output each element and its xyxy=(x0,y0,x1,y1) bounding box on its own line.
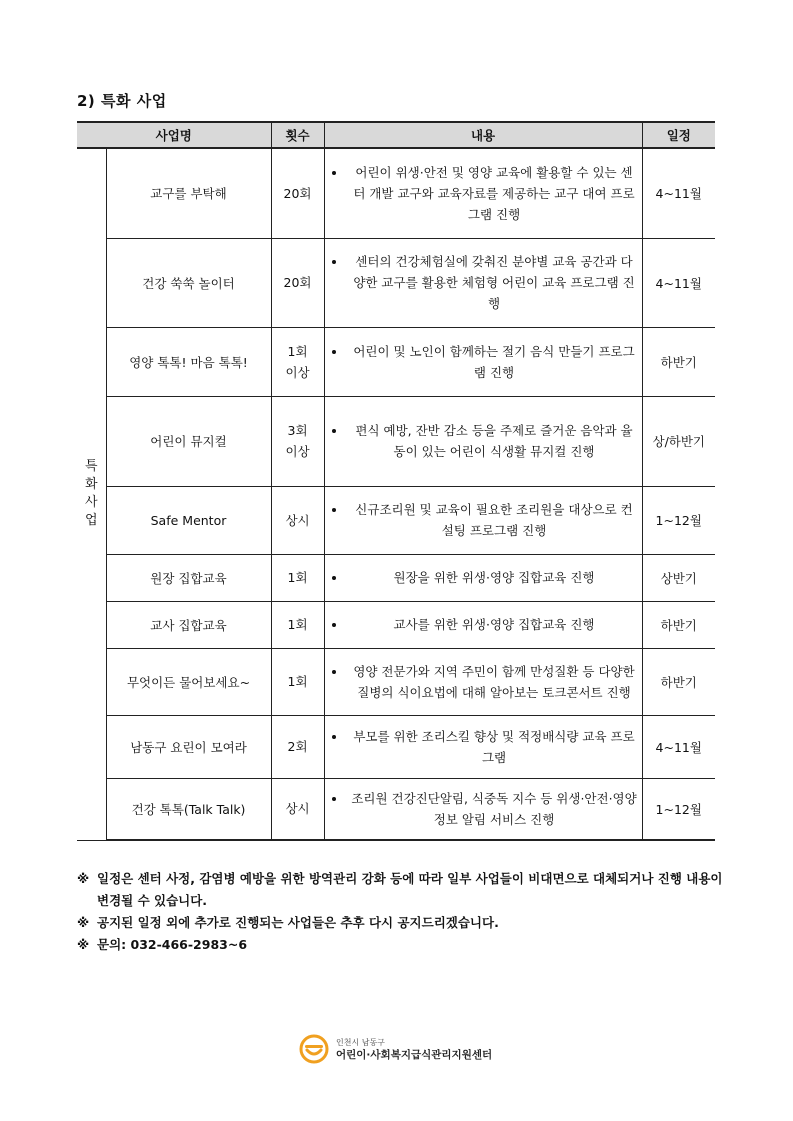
category-char: 화 xyxy=(84,477,98,493)
program-content xyxy=(324,148,642,238)
count-line: 1회 xyxy=(287,570,308,585)
program-name: 어린이 뮤지컬 xyxy=(106,396,271,486)
table-row xyxy=(77,486,715,554)
content-item: • 부모를 위한 조리스킬 향상 및 적정배식량 교육 프로그램 xyxy=(347,726,638,768)
category-char: 사 xyxy=(84,495,98,511)
program-schedule: 4~11월 xyxy=(642,238,715,327)
content-list xyxy=(329,162,638,225)
content-item: • 신규조리원 및 교육이 필요한 조리원을 대상으로 컨설팅 프로그램 진행 xyxy=(347,499,638,541)
header-program-name: 사업명 xyxy=(77,122,271,148)
note-line xyxy=(77,868,727,912)
content-list xyxy=(329,341,638,383)
count-line: 1회 xyxy=(287,674,308,689)
table-row xyxy=(77,238,715,327)
program-content xyxy=(324,238,642,327)
note-line xyxy=(77,912,727,934)
program-count xyxy=(271,648,324,715)
program-content xyxy=(324,601,642,648)
program-content xyxy=(324,554,642,601)
footer-main: 어린이·사회복지급식관리지원센터 xyxy=(336,1049,493,1061)
note-mark-icon: ※ xyxy=(77,871,90,886)
table-row xyxy=(77,778,715,840)
count-line: 20회 xyxy=(283,185,312,201)
footer-text xyxy=(336,1036,492,1062)
footer-sub: 인천시 남동구 xyxy=(336,1038,385,1047)
program-count xyxy=(271,601,324,648)
program-table xyxy=(77,121,715,841)
count-line: 상시 xyxy=(285,512,310,528)
program-content xyxy=(324,396,642,486)
program-schedule: 4~11월 xyxy=(642,148,715,238)
program-content xyxy=(324,778,642,840)
section-title: 2) 특화 사업 xyxy=(77,92,167,110)
content-list xyxy=(329,499,638,541)
content-item: • 센터의 건강체험실에 갖춰진 분야별 교육 공간과 다양한 교구를 활용한 체험형 어린이 교육 프로그램 진행 xyxy=(347,251,638,314)
note-text: 일정은 센터 사정, 감염병 예방을 위한 방역관리 강화 등에 따라 일부 사업들이 비대면으로 대체되거나 진행 내용이 변경될 수 있습니다. xyxy=(97,871,723,908)
program-name: 교구를 부탁해 xyxy=(106,148,271,238)
program-name: 건강 톡톡(Talk Talk) xyxy=(106,778,271,840)
content-list xyxy=(329,788,638,830)
program-schedule: 상반기 xyxy=(642,554,715,601)
content-list xyxy=(329,420,638,462)
program-schedule: 1~12월 xyxy=(642,778,715,840)
note-text: 공지된 일정 외에 추가로 진행되는 사업들은 추후 다시 공지드리겠습니다. xyxy=(97,915,499,930)
content-list xyxy=(329,661,638,703)
category-char: 업 xyxy=(84,513,98,529)
category-char: 특 xyxy=(84,459,98,475)
note-mark-icon: ※ xyxy=(77,915,90,930)
notes xyxy=(77,868,727,956)
header-content: 내용 xyxy=(324,122,642,148)
content-list xyxy=(329,251,638,314)
content-item: • 어린이 및 노인이 함께하는 절기 음식 만들기 프로그램 진행 xyxy=(347,341,638,383)
program-count xyxy=(271,554,324,601)
program-name: Safe Mentor xyxy=(106,486,271,554)
content-item: • 조리원 건강진단알림, 식중독 지수 등 위생·안전·영양 정보 알림 서비스 진행 xyxy=(347,788,638,830)
program-schedule: 하반기 xyxy=(642,327,715,396)
content-list xyxy=(329,726,638,768)
table-row xyxy=(77,148,715,238)
note-line xyxy=(77,934,727,956)
program-name: 남동구 요린이 모여라 xyxy=(106,715,271,778)
content-item: • 영양 전문가와 지역 주민이 함께 만성질환 등 다양한 질병의 식이요법에 대해 알아보는 토크콘서트 진행 xyxy=(347,661,638,703)
table-row xyxy=(77,601,715,648)
content-list xyxy=(329,614,638,635)
count-line: 1회 xyxy=(287,343,308,359)
program-name: 원장 집합교육 xyxy=(106,554,271,601)
program-schedule: 하반기 xyxy=(642,648,715,715)
program-name: 건강 쑥쑥 놀이터 xyxy=(106,238,271,327)
content-item: • 편식 예방, 잔반 감소 등을 주제로 즐거운 음악과 율동이 있는 어린이 식생활 뮤지컬 진행 xyxy=(347,420,638,462)
content-list xyxy=(329,567,638,588)
content-item: • 어린이 위생·안전 및 영양 교육에 활용할 수 있는 센터 개발 교구와 교육자료를 제공하는 교구 대여 프로그램 진행 xyxy=(347,162,638,225)
count-line: 이상 xyxy=(285,364,310,380)
count-line: 상시 xyxy=(285,801,310,817)
table-row xyxy=(77,554,715,601)
program-count xyxy=(271,238,324,327)
program-content xyxy=(324,715,642,778)
note-text: 문의: 032-466-2983~6 xyxy=(97,937,248,952)
program-count xyxy=(271,148,324,238)
program-content xyxy=(324,486,642,554)
count-line: 3회 xyxy=(287,423,308,438)
program-content xyxy=(324,327,642,396)
count-line: 1회 xyxy=(287,617,308,632)
category-cell xyxy=(77,148,106,840)
table-row xyxy=(77,327,715,396)
program-count xyxy=(271,327,324,396)
program-content xyxy=(324,648,642,715)
table-row xyxy=(77,648,715,715)
count-line: 20회 xyxy=(283,275,312,290)
footer-logo-block xyxy=(298,1033,492,1065)
program-count xyxy=(271,778,324,840)
count-line: 이상 xyxy=(285,444,310,459)
header-count: 횟수 xyxy=(271,122,324,148)
program-schedule: 4~11월 xyxy=(642,715,715,778)
count-line: 2회 xyxy=(287,739,308,754)
program-schedule: 하반기 xyxy=(642,601,715,648)
program-count xyxy=(271,396,324,486)
note-mark-icon: ※ xyxy=(77,937,90,952)
program-schedule: 상/하반기 xyxy=(642,396,715,486)
program-name: 영양 톡톡! 마음 톡톡! xyxy=(106,327,271,396)
program-count xyxy=(271,715,324,778)
content-item: • 원장을 위한 위생·영양 집합교육 진행 xyxy=(347,567,638,588)
program-schedule: 1~12월 xyxy=(642,486,715,554)
content-item: • 교사를 위한 위생·영양 집합교육 진행 xyxy=(347,614,638,635)
program-name: 교사 집합교육 xyxy=(106,601,271,648)
program-count xyxy=(271,486,324,554)
table-header-row xyxy=(77,122,715,148)
smile-logo-icon xyxy=(298,1033,330,1065)
table-row xyxy=(77,715,715,778)
header-schedule: 일정 xyxy=(642,122,715,148)
table-row xyxy=(77,396,715,486)
program-name: 무엇이든 물어보세요~ xyxy=(106,648,271,715)
